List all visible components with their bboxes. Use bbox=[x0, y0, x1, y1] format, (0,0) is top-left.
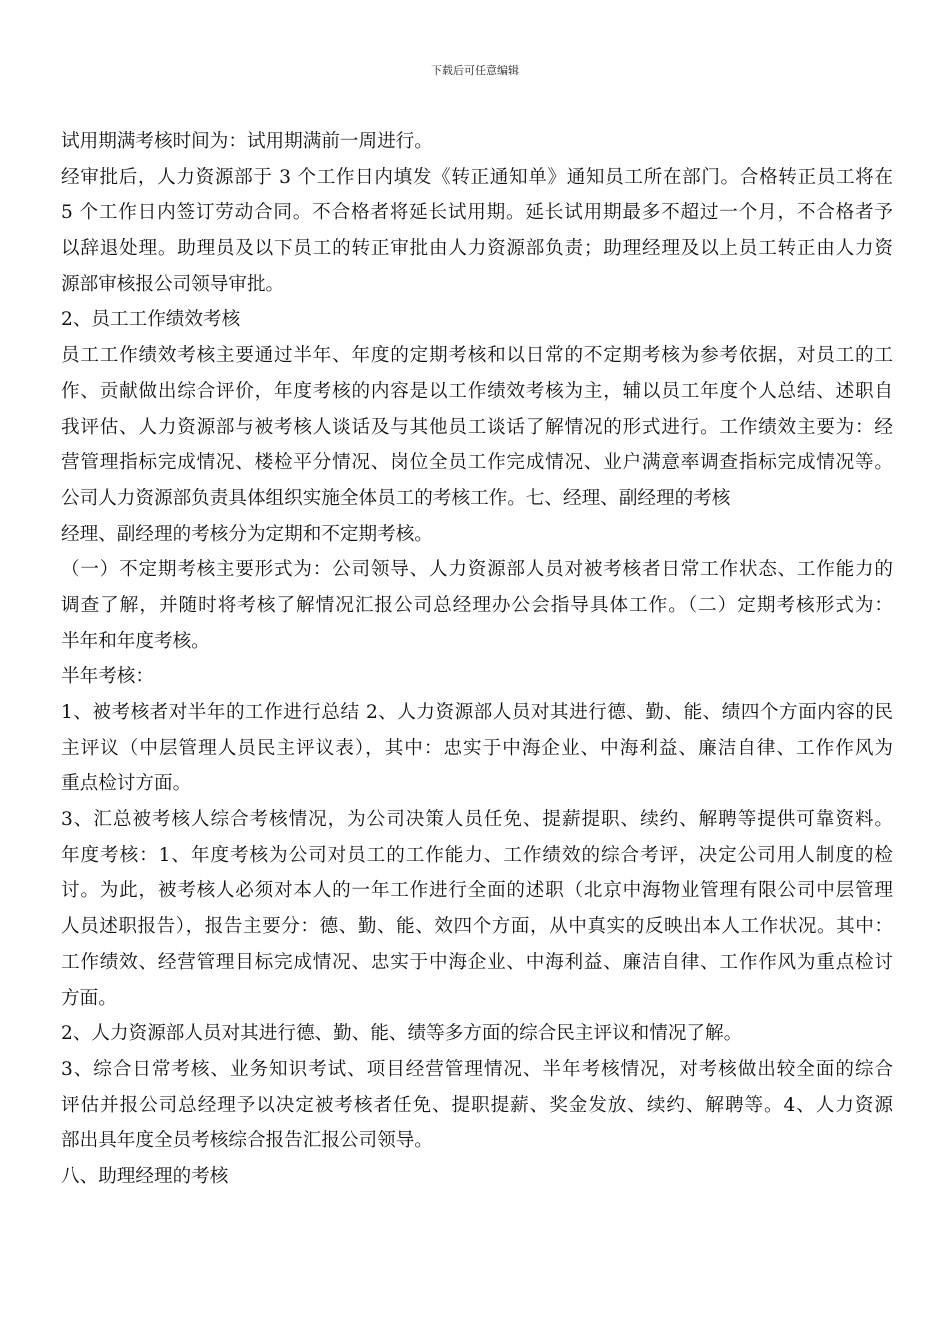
text-line: 以辞退处理。助理员及以下员工的转正审批由人力资源部负责；助理经理及以上员工转正由人力资 bbox=[61, 238, 893, 260]
text-line: 我评估、人力资源部与被考核人谈话及与其他员工谈话了解情况的形式进行。工作绩效主要为：经 bbox=[61, 416, 893, 438]
document-body bbox=[61, 124, 893, 1195]
text-line: 工作绩效、经营管理目标完成情况、忠实于中海企业、中海利益、廉洁自律、工作作风为重点检讨 bbox=[61, 951, 893, 973]
page-header: 下载后可任意编辑 bbox=[431, 64, 519, 77]
text-line: 调查了解，并随时将考核了解情况汇报公司总经理办公会指导具体工作。（二）定期考核形式为： bbox=[61, 594, 893, 616]
text-line: 评估并报公司总经理予以决定被考核者任免、提职提薪、奖金发放、续约、解聘等。4、人力资源 bbox=[61, 1094, 893, 1116]
text-line: 3、综合日常考核、业务知识考试、项目经营管理情况、半年考核情况，对考核做出较全面的综合 bbox=[61, 1058, 893, 1080]
text-line: 3、汇总被考核人综合考核情况，为公司决策人员任免、提薪提职、续约、解聘等提供可靠资料。 bbox=[61, 809, 893, 831]
text-line: 主评议（中层管理人员民主评议表），其中：忠实于中海企业、中海利益、廉洁自律、工作作风为 bbox=[61, 737, 893, 759]
text-line: 2、员工工作绩效考核 bbox=[61, 309, 241, 331]
text-line: 试用期满考核时间为：试用期满前一周进行。 bbox=[61, 131, 433, 152]
text-line: 部出具年度全员考核综合报告汇报公司领导。 bbox=[61, 1130, 433, 1152]
text-line: 营管理指标完成情况、楼检平分情况、岗位全员工作完成情况、业户满意率调查指标完成情况等。 bbox=[61, 452, 893, 474]
text-line: 源部审核报公司领导审批。 bbox=[61, 273, 285, 295]
text-line: 经审批后，人力资源部于 3 个工作日内填发《转正通知单》通知员工所在部门。合格转正员工将在 bbox=[61, 166, 893, 188]
text-line: 2、人力资源部人员对其进行德、勤、能、绩等多方面的综合民主评议和情况了解。 bbox=[61, 1023, 743, 1045]
text-line: （一）不定期考核主要形式为：公司领导、人力资源部人员对被考核者日常工作状态、工作能力的 bbox=[61, 559, 893, 581]
text-line: 经理、副经理的考核分为定期和不定期考核。 bbox=[61, 523, 433, 545]
text-line: 年度考核：1、年度考核为公司对员工的工作能力、工作绩效的综合考评，决定公司用人制度的检 bbox=[61, 844, 893, 866]
text-line: 公司人力资源部负责具体组织实施全体员工的考核工作。七、经理、副经理的考核 bbox=[61, 487, 731, 509]
text-line: 重点检讨方面。 bbox=[61, 773, 192, 795]
text-line: 方面。 bbox=[61, 987, 117, 1009]
text-line: 5 个工作日内签订劳动合同。不合格者将延长试用期。延长试用期最多不超过一个月，不合格者予 bbox=[61, 202, 893, 224]
text-line: 人员述职报告），报告主要分：德、勤、能、效四个方面，从中真实的反映出本人工作状况。其中： bbox=[61, 916, 893, 938]
text-line: 半年考核： bbox=[61, 666, 154, 688]
text-line: 员工工作绩效考核主要通过半年、年度的定期考核和以日常的不定期考核为参考依据，对员工的工 bbox=[61, 345, 893, 367]
text-line: 1、被考核者对半年的工作进行总结 2、人力资源部人员对其进行德、勤、能、绩四个方面内容的民 bbox=[61, 702, 893, 723]
text-line: 讨。为此，被考核人必须对本人的一年工作进行全面的述职（北京中海物业管理有限公司中层管理 bbox=[61, 880, 893, 902]
text-line: 八、助理经理的考核 bbox=[61, 1165, 229, 1187]
text-line: 半年和年度考核。 bbox=[61, 630, 210, 652]
text-line: 作、贡献做出综合评价，年度考核的内容是以工作绩效考核为主，辅以员工年度个人总结、述职自 bbox=[61, 380, 893, 402]
